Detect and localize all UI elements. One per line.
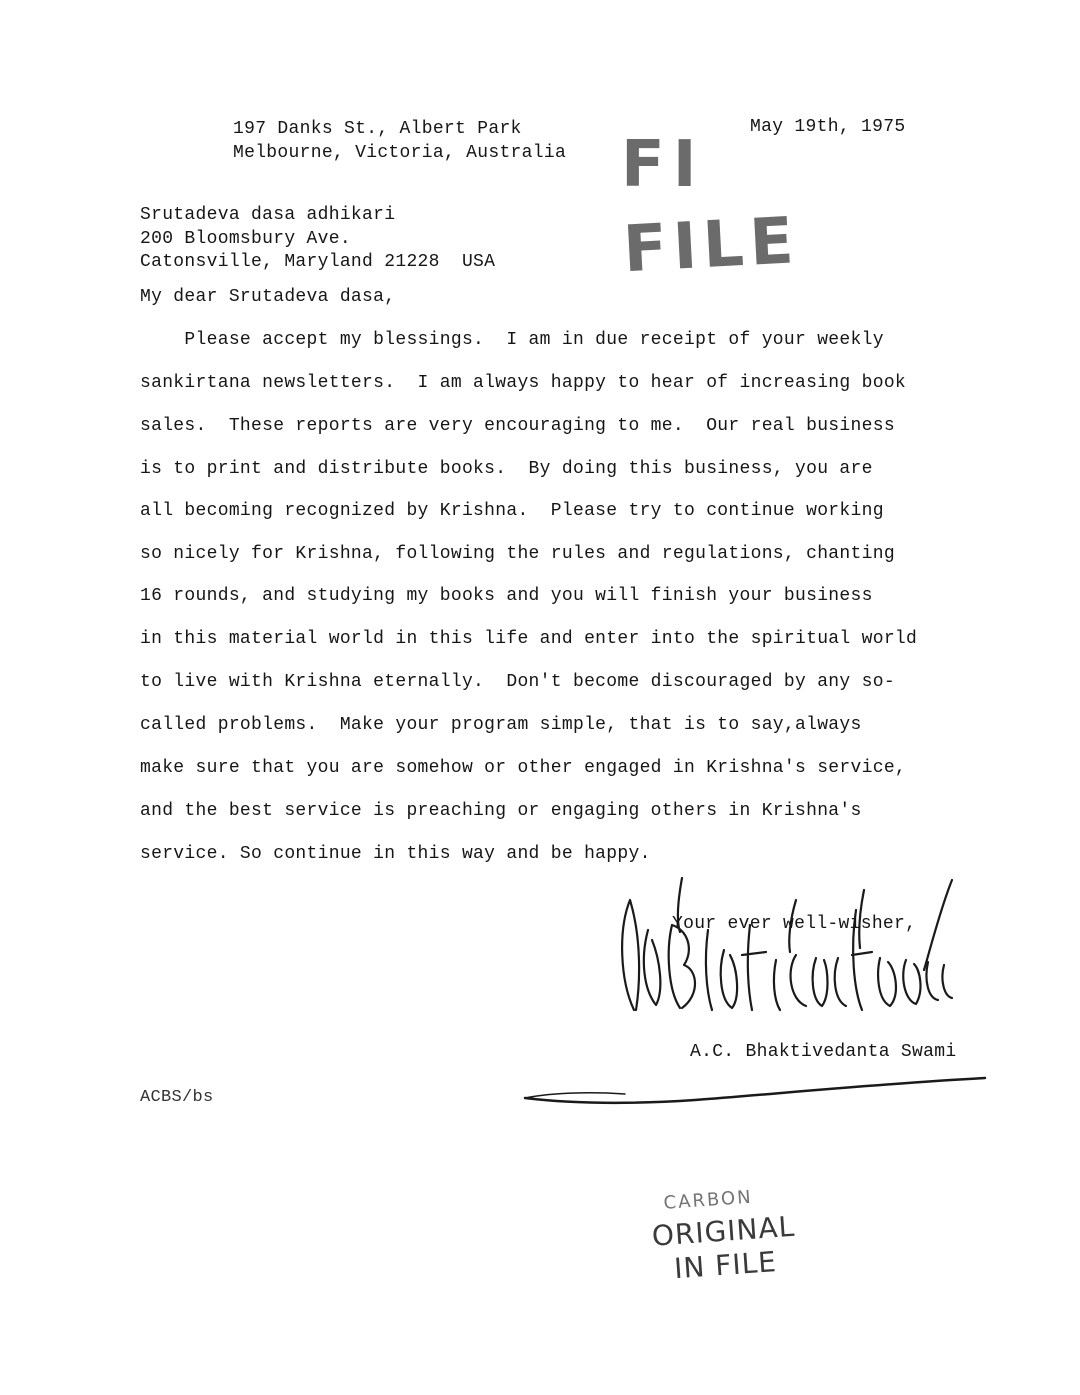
body-line: sankirtana newsletters. I am always happy to hear of increasing book [140, 373, 907, 393]
carbon-stamp-line2: ORIGINAL [650, 1209, 797, 1253]
body-line: and the best service is preaching or engaging others in Krishna's [140, 801, 862, 821]
carbon-stamp-line1: CARBON [662, 1186, 754, 1214]
body-line: all becoming recognized by Krishna. Please try to continue working [140, 501, 884, 521]
body-line: in this material world in this life and enter into the spiritual world [140, 629, 918, 649]
reference-initials: ACBS/bs [140, 1088, 214, 1107]
body-line: sales. These reports are very encouraging to me. Our real business [140, 416, 895, 436]
letter-date: May 19th, 1975 [750, 117, 906, 137]
file-stamp-text-top: FI [621, 128, 705, 202]
closing-line: Your ever well-wisher, [672, 914, 917, 934]
body-line: to live with Krishna eternally. Don't become discouraged by any so- [140, 672, 895, 692]
recipient-name: Srutadeva dasa adhikari [140, 205, 396, 225]
carbon-stamp-line3: IN FILE [673, 1245, 778, 1286]
recipient-city: Catonsville, Maryland 21228 USA [140, 252, 496, 272]
file-stamp [615, 120, 802, 288]
body-line: is to print and distribute books. By doing this business, you are [140, 459, 873, 479]
carbon-original-stamp [640, 1175, 800, 1295]
sender-address-line1: 197 Danks St., Albert Park [233, 119, 522, 139]
sender-address-line2: Melbourne, Victoria, Australia [233, 143, 567, 163]
signatory-name: A.C. Bhaktivedanta Swami [690, 1042, 957, 1062]
file-stamp-text: FILE [621, 204, 802, 288]
body-line: 16 rounds, and studying my books and you will finish your business [140, 586, 873, 606]
recipient-street: 200 Bloomsbury Ave. [140, 229, 351, 249]
body-line: service. So continue in this way and be happy. [140, 844, 651, 864]
body-line: so nicely for Krishna, following the rules and regulations, chanting [140, 544, 895, 564]
signature-rule [515, 1070, 990, 1110]
body-line: make sure that you are somehow or other engaged in Krishna's service, [140, 758, 907, 778]
body-line: Please accept my blessings. I am in due receipt of your weekly [140, 330, 884, 350]
body-line: called problems. Make your program simple, that is to say,always [140, 715, 862, 735]
handwritten-signature [600, 870, 990, 1050]
salutation: My dear Srutadeva dasa, [140, 287, 396, 307]
